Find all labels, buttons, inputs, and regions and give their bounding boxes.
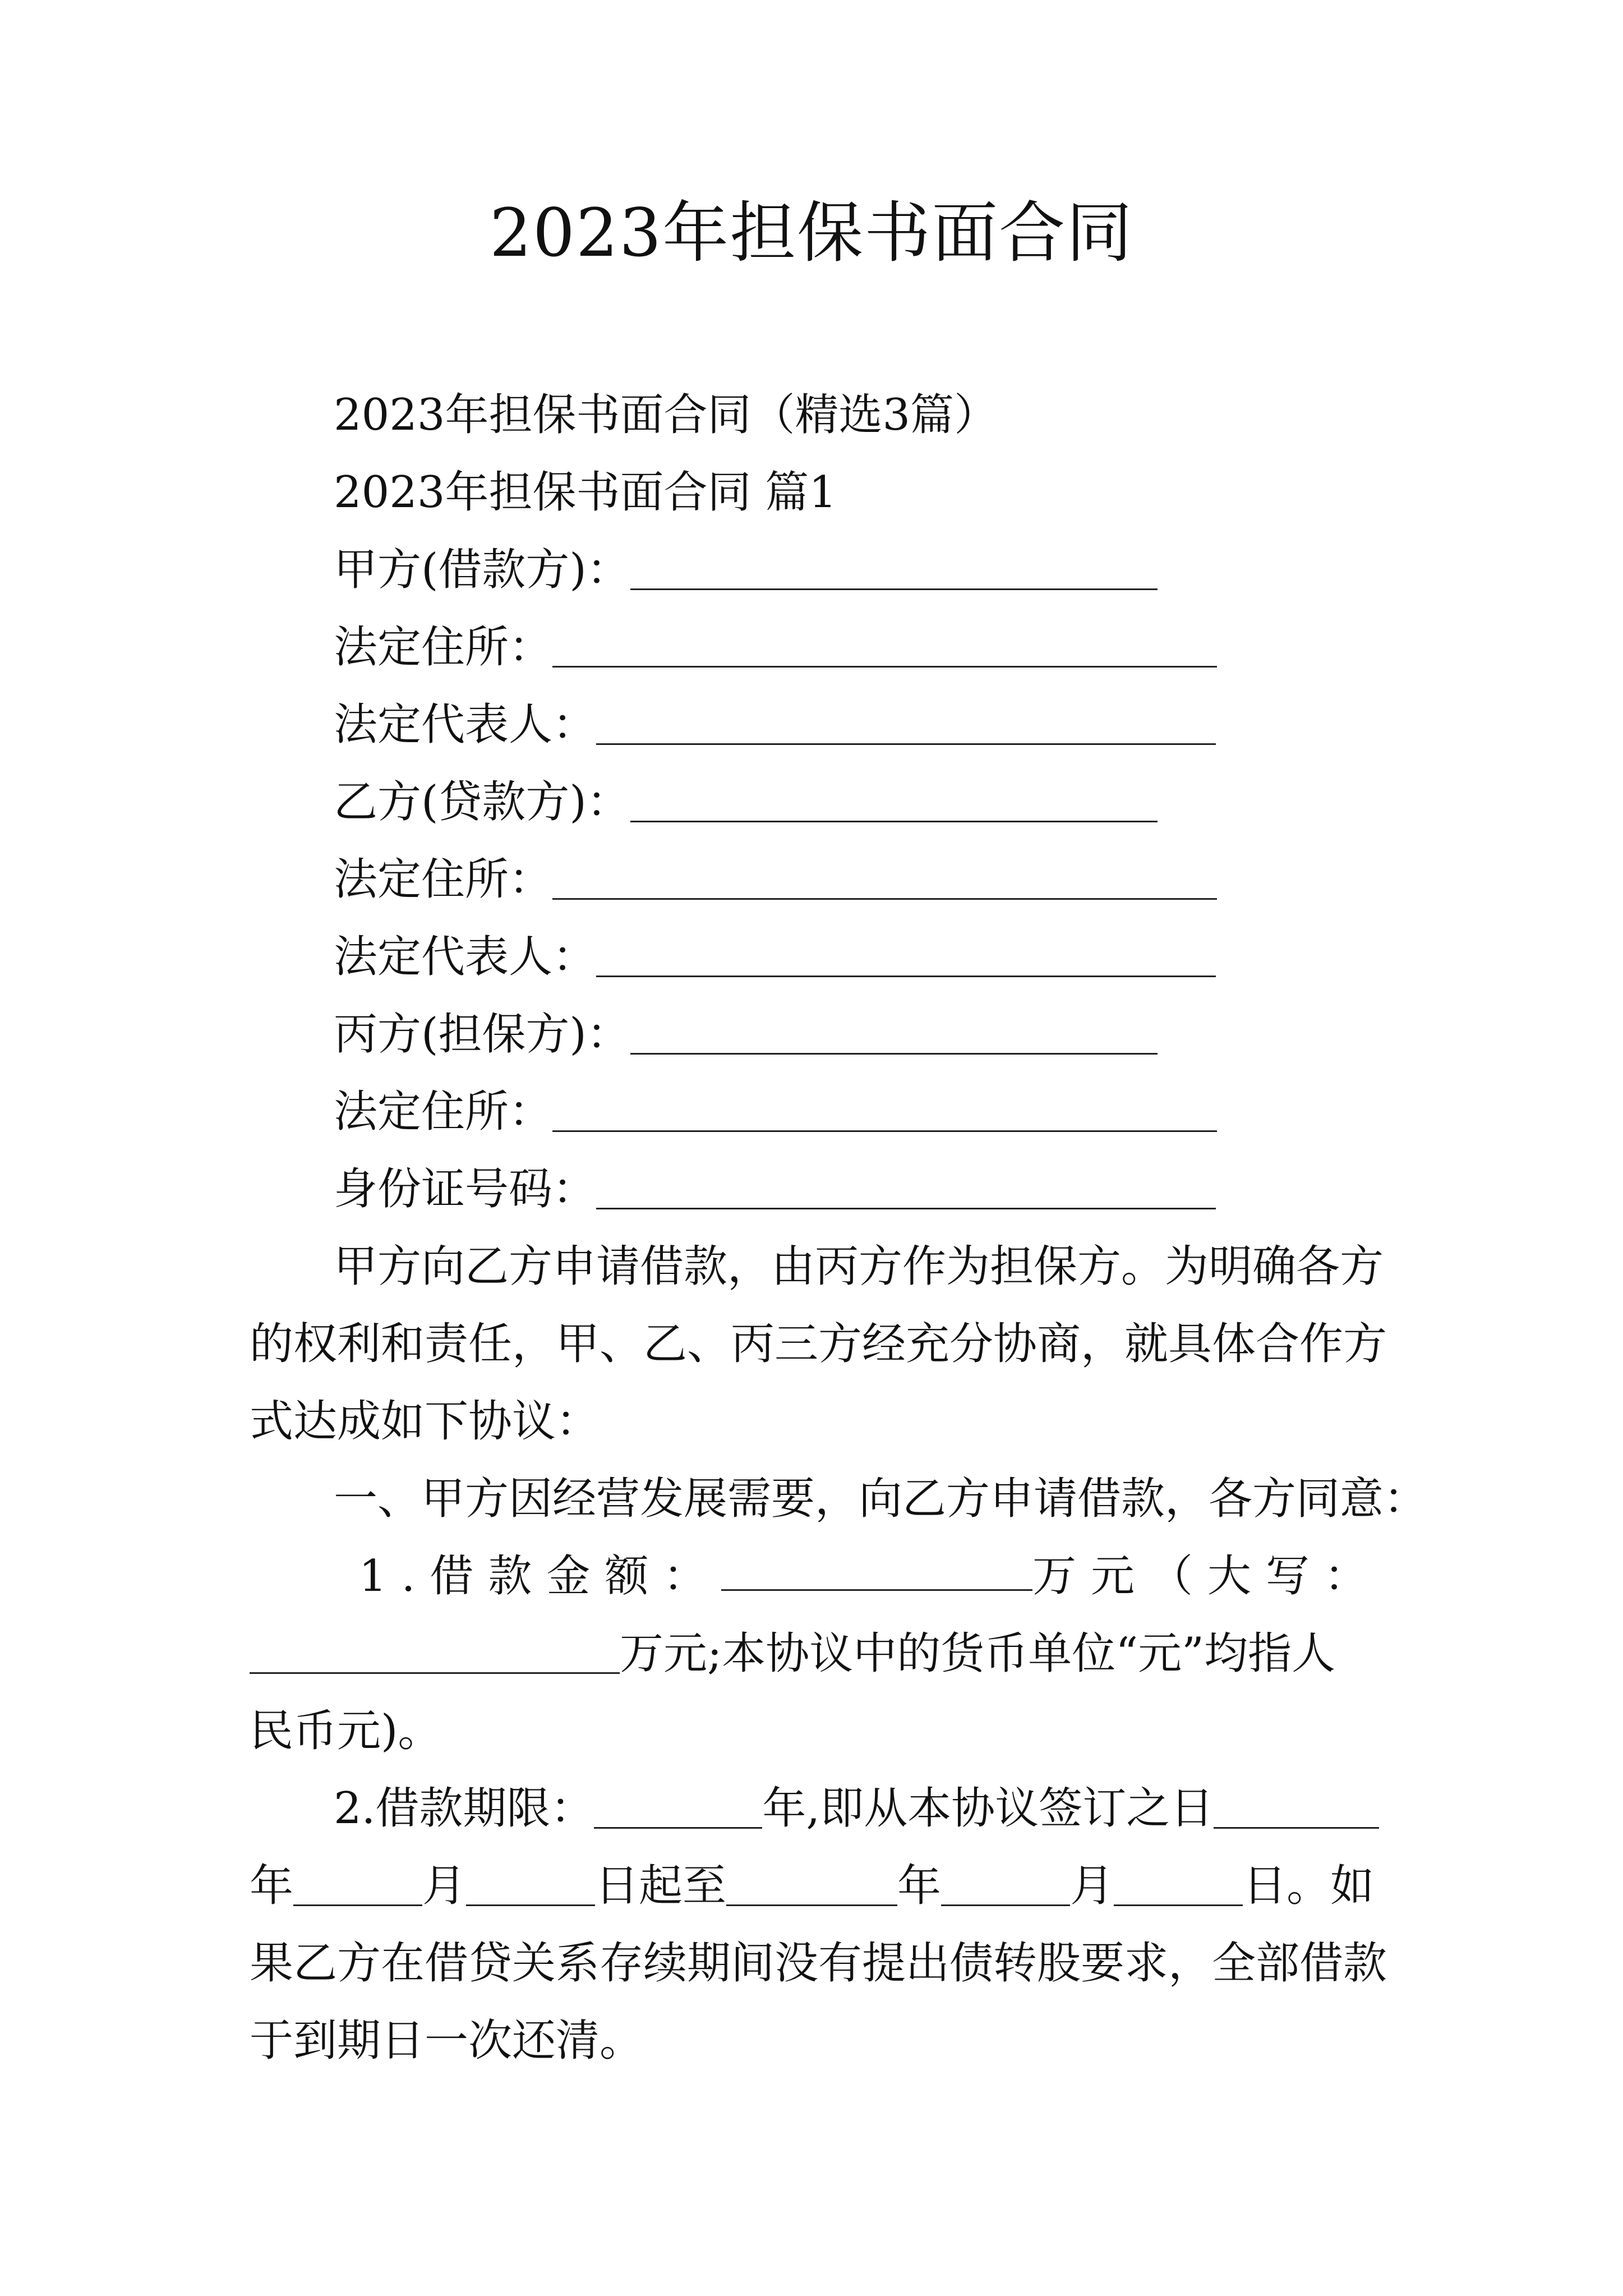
field-borrower	[334, 542, 1158, 598]
month-label: 月	[1070, 1861, 1114, 1911]
fill-blank	[596, 938, 1216, 977]
item-text: 年,即从本协议签订之日	[762, 1783, 1214, 1834]
clause-1-item-1	[359, 1548, 1382, 1604]
fill-blank	[552, 1093, 1217, 1132]
fill-blank	[1214, 1790, 1379, 1829]
fill-blank	[552, 861, 1217, 900]
field-lender-representative	[334, 929, 1216, 985]
fill-blank	[726, 1867, 897, 1906]
fill-blank	[596, 706, 1216, 745]
fill-blank	[293, 1867, 422, 1906]
field-label: 身份证号码：	[334, 1164, 597, 1214]
fill-blank	[596, 1171, 1216, 1209]
field-lender-address	[334, 852, 1217, 908]
field-label: 法定住所：	[334, 622, 553, 673]
day-label: 日。如	[1243, 1861, 1375, 1911]
fill-blank	[630, 1016, 1158, 1055]
fill-blank	[941, 1867, 1070, 1906]
clause-1-item-1-line-3: 民币元)。	[250, 1706, 442, 1756]
day-label: 日起至	[595, 1861, 727, 1911]
fill-blank	[630, 551, 1158, 590]
section-heading: 2023年担保书面合同 篇1	[334, 467, 837, 518]
clause-1-item-1-line-2	[250, 1626, 1335, 1682]
field-label: 乙方(贷款方)：	[334, 777, 630, 827]
clause-1-item-2-line-3: 果乙方在借贷关系存续期间没有提出债转股要求，全部借款	[250, 1938, 1387, 1989]
item-label: 1.借款金额：	[359, 1551, 722, 1602]
field-label: 法定住所：	[334, 854, 553, 905]
page-title: 2023年担保书面合同	[489, 194, 1134, 272]
clause-1-item-2-line-2	[250, 1858, 1374, 1914]
field-guarantor-id	[334, 1161, 1216, 1217]
fill-blank	[594, 1790, 762, 1829]
field-borrower-address	[334, 619, 1217, 675]
fill-blank	[721, 1552, 1032, 1591]
field-label: 甲方(借款方)：	[334, 545, 630, 595]
intro-line-3: 式达成如下协议：	[250, 1396, 600, 1447]
field-label: 法定住所：	[334, 1087, 553, 1137]
document-subtitle: 2023年担保书面合同（精选3篇）	[334, 390, 998, 440]
item-text: 万元;本协议中的货币单位“元”均指人	[620, 1628, 1336, 1679]
item-unit: 万元（大写：	[1032, 1551, 1382, 1602]
field-label: 法定代表人：	[334, 932, 597, 982]
field-guarantor-address	[334, 1084, 1217, 1140]
intro-line-2: 的权利和责任，甲、乙、丙三方经充分协商，就具体合作方	[250, 1319, 1387, 1369]
field-guarantor	[334, 1006, 1158, 1062]
year-label: 年	[897, 1861, 942, 1911]
field-label: 法定代表人：	[334, 700, 597, 750]
fill-blank	[630, 784, 1158, 822]
year-label: 年	[250, 1861, 294, 1911]
clause-1-item-2-line-4: 于到期日一次还清。	[250, 2016, 644, 2066]
field-lender	[334, 774, 1158, 830]
month-label: 月	[422, 1861, 467, 1911]
field-borrower-representative	[334, 697, 1216, 753]
fill-blank	[1114, 1867, 1243, 1906]
clause-1-heading: 一、甲方因经营发展需要，向乙方申请借款，各方同意：	[334, 1474, 1428, 1524]
fill-blank	[552, 629, 1217, 668]
clause-1-item-2	[334, 1780, 1379, 1837]
fill-blank	[466, 1867, 595, 1906]
field-label: 丙方(担保方)：	[334, 1009, 630, 1060]
fill-blank	[250, 1635, 620, 1674]
intro-line-1: 甲方向乙方申请借款，由丙方作为担保方。为明确各方	[334, 1241, 1384, 1292]
item-label: 2.借款期限：	[334, 1783, 594, 1834]
